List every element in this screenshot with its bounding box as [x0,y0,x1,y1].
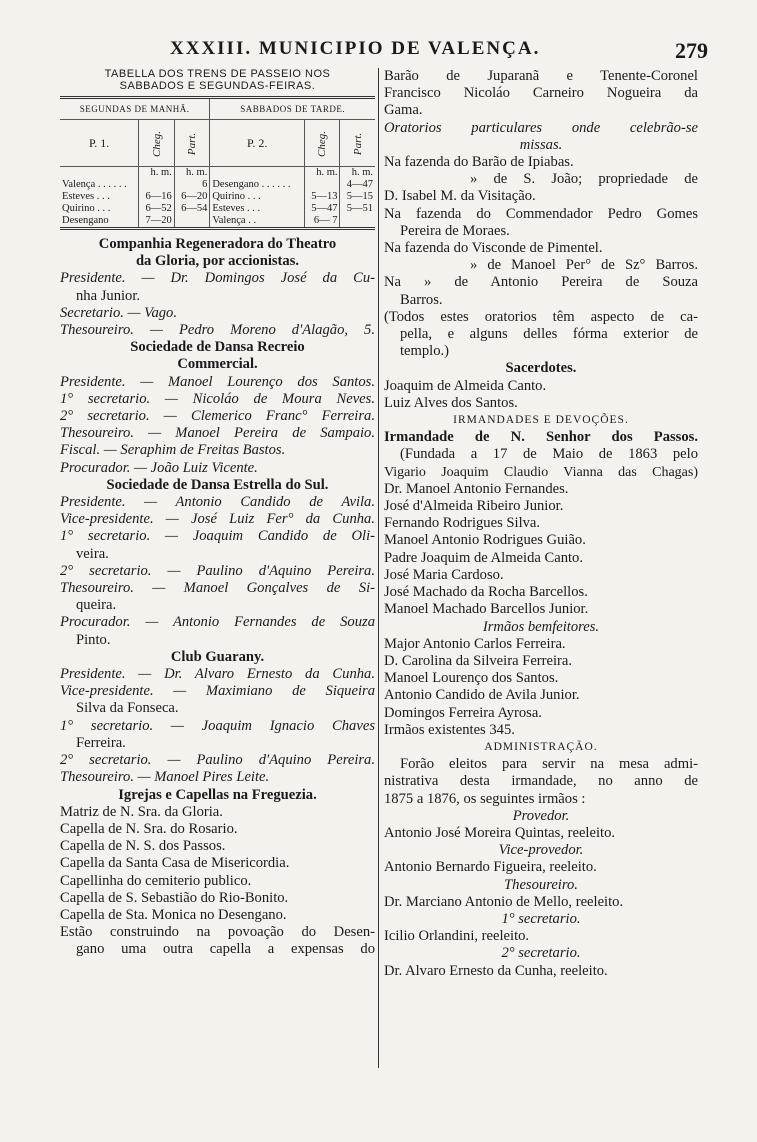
text-line: » de Manoel Per° de Sz° Barros. [470,257,698,274]
section-heading: Companhia Regeneradora do Theatro [98,236,337,252]
role-heading: Provedor. [512,807,570,824]
text-line: queira. [76,597,117,614]
list-item: Matriz de N. Sra. da Gloria. [60,803,223,820]
list-item: Dr. Marciano Antonio de Mello, reeleito. [384,893,624,910]
text-line: D. Isabel M. da Visitação. [384,188,536,205]
role-heading: Thesoureiro. [504,876,578,893]
text-line: Presidente. — Antonio Candido de Avila. [60,494,375,511]
list-item: Capella de Sta. Monica no Desengano. [60,906,287,923]
section-heading: Irmandade de N. Senhor dos Passos. [384,429,698,446]
section-heading: da Gloria, por accionistas. [135,253,300,270]
hm-unit: h. m. [139,167,175,180]
list-item: José Maria Cardoso. [384,566,504,583]
text-line: (Todos estes oratorios têm aspecto de ca- [384,308,698,325]
text-line: Thesoureiro. — Pedro Moreno d'Alagão, 5. [60,322,375,339]
list-item: Fernando Rodrigues Silva. [384,515,541,532]
section-heading: ADMINISTRAÇÃO. [484,740,598,753]
text-line: veira. [76,545,109,562]
text-line: Gama. [384,102,423,119]
text-line: Francisco Nicoláo Carneiro Nogueira da [384,85,698,102]
cheg-label: Cheg. [316,130,329,157]
section-heading: Sacerdotes. [505,360,577,377]
section-heading: Irmãos bemfeitores. [482,618,600,635]
table-row: Esteves . . . 6—16 6—20 Quirino . . . 5—13 5—15 [62,191,373,202]
list-item: Capella de N. Sra. do Rosario. [60,820,238,837]
section-heading: Oratorios particulares onde celebrão-se [384,119,698,136]
list-item: Antonio Bernardo Figueira, reeleito. [384,859,597,876]
table-row: Valença . . . . . . 6 Desengano . . . . . . 4—47 [62,179,373,190]
afternoon-header: SABBADOS DE TARDE. [210,98,375,120]
text-line: Thesoureiro. — Manoel Pereira de Sampaio. [60,425,375,442]
text-line: templo.) [400,343,450,360]
text-line: Silva da Fonseca. [76,700,179,717]
text-line: Forão eleitos para servir na mesa admi- [400,756,698,773]
role-heading: Vice-provedor. [498,842,584,859]
text-line: Presidente. — Dr. Alvaro Ernesto da Cunha. [60,666,375,683]
list-item: Manoel Antonio Rodrigues Guião. [384,532,586,549]
text-line: Barão de Juparanã e Tenente-Coronel [384,68,698,84]
list-item: Joaquim de Almeida Canto. [384,377,547,394]
list-item: Manoel Machado Barcellos Junior. [384,601,589,618]
text-line: Vigario Joaquim Claudio Vianna das Chagas) [384,464,698,480]
text-line: 1° secretario. — Nicoláo de Moura Neves. [60,390,375,407]
text-line: Fiscal. — Seraphim de Freitas Bastos. [60,442,286,459]
section-heading: missas. [519,136,563,153]
text-line: Procurador. — João Luiz Vicente. [60,459,258,476]
page-number: 279 [675,38,708,63]
list-item: José d'Almeida Ribeiro Junior. [384,498,564,515]
text-line: Barros. [400,291,443,308]
right-column [384,68,698,980]
text-line: Vice-presidente. — José Luiz Fer° da Cunha. [60,511,375,528]
section-heading: IRMANDADES E DEVOÇÕES. [453,414,629,427]
text-line: 1875 a 1876, os seguintes irmãos : [384,790,586,807]
text-line: Estão construindo na povoação do Desen- [60,924,375,941]
section-heading: Commercial. [177,356,258,373]
page-header: XXXIII. MUNICIPIO DE VALENÇA. [170,38,541,59]
list-item: Padre Joaquim de Almeida Canto. [384,549,584,566]
text-line: » de S. João; propriedade de [470,171,698,188]
p2-label: P. 2. [210,120,305,167]
hm-unit: h. m. [340,167,375,180]
text-line: Thesoureiro. — Manoel Gonçalves de Si- [60,580,375,597]
column-divider [378,68,379,1068]
train-timetable [60,96,375,230]
text-line: pella, e alguns delles fórma exterior de [400,326,698,343]
text-line: 1° secretario. — Joaquim Candido de Oli- [60,528,375,545]
text-line: Na fazenda do Barão de Ipiabas. [384,154,574,171]
list-item: Capella da Santa Casa de Misericordia. [60,855,290,872]
left-column [60,68,375,959]
text-line: (Fundada a 17 de Maio de 1863 pelo [400,446,698,463]
text-line: 2° secretario. — Clemerico Franc° Ferreira. [60,408,375,425]
list-item: D. Carolina da Silveira Ferreira. [384,652,573,669]
list-item: Antonio Candido de Avila Junior. [384,687,580,704]
role-heading: 1° secretario. [501,910,581,927]
morning-header: SEGUNDAS DE MANHÃ. [60,98,210,120]
list-item: Antonio José Moreira Quintas, reeleito. [384,824,616,841]
list-item: Capella de S. Sebastião do Rio-Bonito. [60,889,289,906]
text-line: gano uma outra capella a expensas do [76,941,375,958]
part-label: Part. [186,132,199,155]
list-item: Dr. Manoel Antonio Fernandes. [384,480,569,497]
text-line: Pinto. [76,631,111,648]
text-line: Presidente. — Dr. Domingos José da Cu- [60,270,375,287]
p1-label: P. 1. [60,120,139,167]
list-item: Domingos Ferreira Ayrosa. [384,704,542,721]
table-title: TABELLA DOS TRENS DE PASSEIO NOS SABBADOS E SEGUNDAS-FEIRAS. [104,68,331,92]
list-item: Major Antonio Carlos Ferreira. [384,635,566,652]
text-line: Secretario. — Vago. [60,304,178,321]
list-item: Irmãos existentes 345. [384,721,515,738]
text-line: 2° secretario. — Paulino d'Aquino Pereira. [60,752,375,769]
text-line: Na fazenda do Visconde de Pimentel. [384,240,603,257]
hm-unit: h. m. [174,167,210,180]
text-line: 2° secretario. — Paulino d'Aquino Pereira. [60,562,375,579]
text-line: Na fazenda do Commendador Pedro Gomes [384,205,698,222]
table-row: Desengano 7—20 Valença . . 6— 7 [60,215,375,229]
list-item: Manoel Lourenço dos Santos. [384,670,559,687]
text-line: Ferreira. [76,734,126,751]
list-item: Icilio Orlandini, reeleito. [384,928,530,945]
text-line: Vice-presidente. — Maximiano de Siqueira [60,683,375,700]
role-heading: 2° secretario. [501,945,581,962]
list-item: José Machado da Rocha Barcellos. [384,584,588,601]
cheg-label: Cheg. [150,130,163,157]
text-line: 1° secretario. — Joaquim Ignacio Chaves [60,717,375,734]
text-line: Procurador. — Antonio Fernandes de Souza [60,614,375,631]
list-item: Dr. Alvaro Ernesto da Cunha, reeleito. [384,962,608,979]
hm-unit: h. m. [304,167,340,180]
list-item: Capellinha do cemiterio publico. [60,872,252,889]
section-heading: Club Guarany. [170,648,265,665]
table-row: Quirino . . . 6—52 6—54 Esteves . . . 5—47 5—51 [62,203,373,214]
list-item: Luiz Alves dos Santos. [384,394,518,411]
text-line: nha Junior. [76,287,141,304]
section-heading: Igrejas e Capellas na Freguezia. [118,786,317,803]
text-line: Pereira de Moraes. [400,222,510,239]
text-line: Presidente. — Manoel Lourenço dos Santos. [60,373,375,390]
text-line: Thesoureiro. — Manoel Pires Leite. [60,769,270,786]
text-line: nistrativa desta irmandade, no anno de [384,773,698,790]
part-label: Part. [351,132,364,155]
text-line: Na » de Antonio Pereira de Souza [384,274,698,291]
section-heading: Sociedade de Dansa Recreio [130,339,305,356]
section-heading: Sociedade de Dansa Estrella do Sul. [106,476,329,493]
list-item: Capella de N. S. dos Passos. [60,838,226,855]
